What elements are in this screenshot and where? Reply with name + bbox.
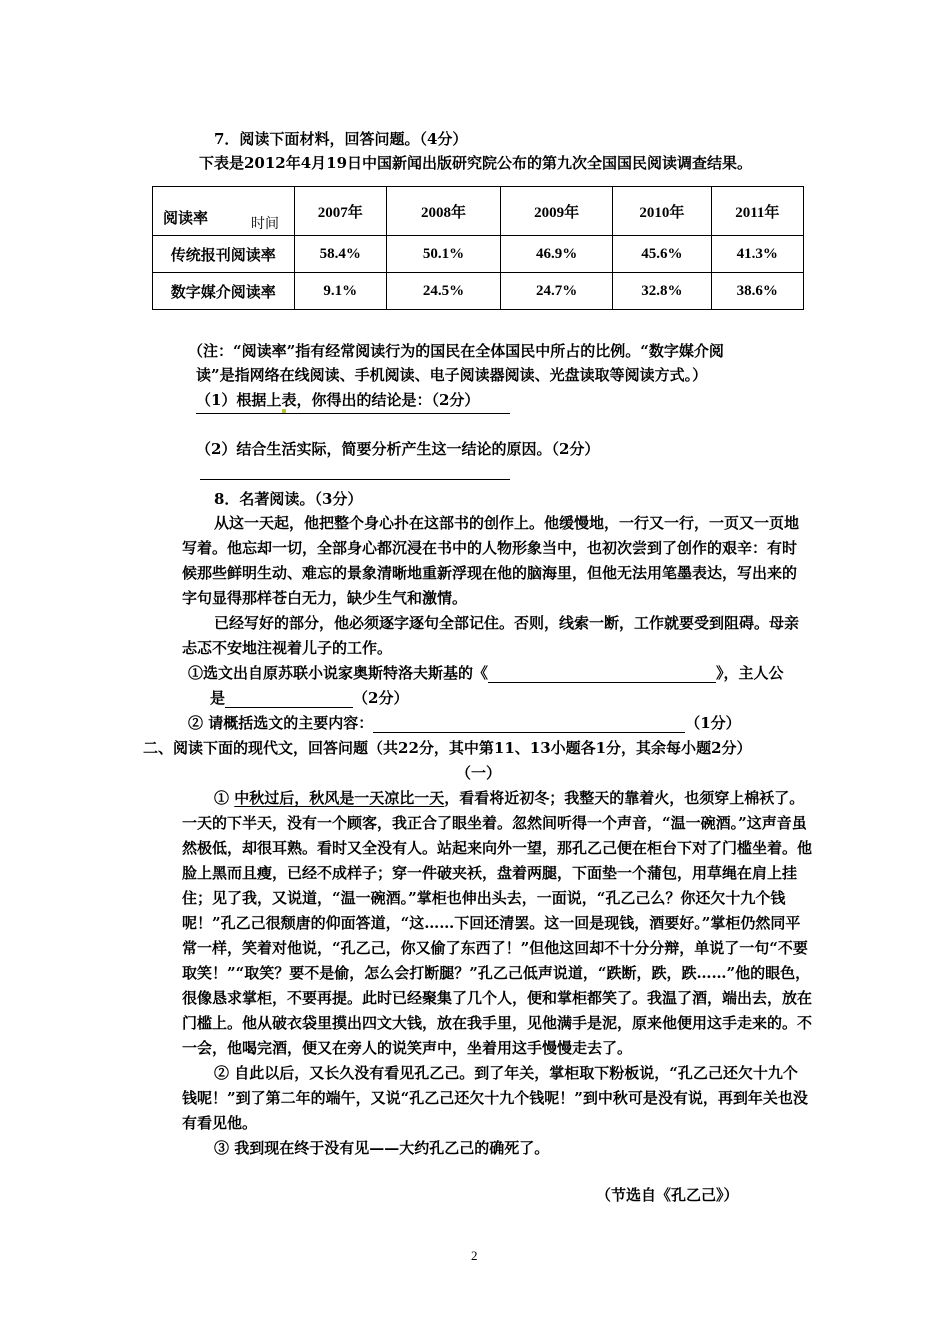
table-note-line2: 读”是指网络在线阅读、手机阅读、电子阅读器阅读、光盘读取等阅读方式。） — [196, 366, 708, 384]
protagonist-blank[interactable] — [225, 689, 353, 708]
book-title-blank[interactable] — [488, 664, 716, 683]
answer-line[interactable] — [200, 479, 510, 480]
q8-sub1-points: （2分） — [353, 689, 409, 707]
q8-sub2-points: （1分） — [685, 714, 741, 732]
table-cell: 50.1% — [386, 236, 500, 273]
q8-sub2-prefix: ② 请概括选文的主要内容： — [188, 714, 374, 732]
q7-sub1: （1）根据上表，你得出的结论是：（2分） — [196, 391, 480, 409]
passage-para1 — [182, 786, 812, 1061]
q8-sub1-suffix: 》，主人公 — [716, 664, 784, 682]
summary-blank[interactable] — [373, 714, 685, 733]
table-cell: 32.8% — [613, 273, 711, 310]
row-label: 传统报刊阅读率 — [153, 236, 295, 273]
table-cell: 45.6% — [613, 236, 711, 273]
table-cell: 46.9% — [501, 236, 613, 273]
year-header: 2011年 — [711, 187, 803, 236]
q8-sub1 — [188, 662, 784, 683]
row-label: 数字媒介阅读率 — [153, 273, 295, 310]
para1-underlined: 中秋过后，秋风是一天凉比一天 — [234, 789, 445, 807]
section2-title: 二、阅读下面的现代文，回答问题（共22分，其中第11、13小题各1分，其余每小题2分） — [143, 739, 752, 757]
table-header-row — [153, 187, 804, 236]
q8-title: 8．名著阅读。（3分） — [214, 490, 363, 508]
reading-survey-table — [152, 186, 804, 310]
table-cell: 9.1% — [294, 273, 386, 310]
q8-para2: 已经写好的部分，他必须逐字逐句全部记住。否则，线索一断，工作就要受到阻碍。母亲忐忑不安地注视着儿子的工作。 — [182, 614, 800, 657]
table-cell: 24.7% — [501, 273, 613, 310]
table-row — [153, 236, 804, 273]
para1-text: ，看看将近初冬；我整天的靠着火，也须穿上棉袄了。一天的下半天，没有一个顾客，我正合了眼坐着。忽然间听得一个声音，“温一碗酒。”这声音虽然极低，却很耳熟。看时又全没有人。站起来向外一望，那孔乙己便在柜台下对了门槛坐着。他脸上黑而且瘦，已经不成样子；穿一件破夹袄，盘着两腿，下面垫一个蒲包，用草绳在肩上挂住；见了我，又说道，“温一碗酒。”掌柜也伸出头去，一面说，“孔乙己么？你还欠十九个钱呢！”孔乙己很颓唐的仰面答道，“这……下回还清罢。这一回是现钱，酒要好。”掌柜仍然同平常一样，笑着对他说，“孔乙己，你又偷了东西了！”但他这回却不十分分辩，单说了一句“不要取笑！”“取笑？要不是偷，怎么会打断腿？”孔乙己低声说道，“跌断，跌，跌……”他的眼色，很像恳求掌柜，不要再提。此时已经聚集了几个人，便和掌柜都笑了。我温了酒，端出去，放在门槛上。他从破衣袋里摸出四文大钱，放在我手里，见他满手是泥，原来他便用这手走来的。不一会，他喝完酒，便又在旁人的说笑声中，坐着用这手慢慢走去了。 — [182, 789, 813, 1057]
corner-label-rate: 阅读率 — [163, 211, 209, 227]
table-corner-cell — [153, 187, 295, 236]
page-number: 2 — [471, 1248, 478, 1263]
para1-number: ① — [214, 789, 235, 807]
q8-sub1-line2 — [210, 687, 408, 708]
table-cell: 41.3% — [711, 236, 803, 273]
table-row — [153, 273, 804, 310]
q8-para1: 从这一天起，他把整个身心扑在这部书的创作上。他缓慢地，一行又一行，一页又一页地写着。他忘却一切，全部身心都沉浸在书中的人物形象当中，也初次尝到了创作的艰辛：有时候那些鲜明生动、难忘的景象清晰地重新浮现在他的脑海里，但他无法用笔墨表达，写出来的字句显得那样苍白无力，缺少生气和激情。 — [182, 514, 800, 607]
q8-excerpt — [182, 511, 810, 661]
passage-para2: ② 自此以后，又长久没有看见孔乙己。到了年关，掌柜取下粉板说，“孔乙己还欠十九个钱呢！”到了第二年的端午，又说“孔乙己还欠十九个钱呢！”到中秋可是没有说，再到年关也没有看见他。 — [182, 1064, 808, 1132]
answer-line[interactable] — [196, 413, 510, 414]
marker-dot — [282, 409, 286, 413]
table-cell: 24.5% — [386, 273, 500, 310]
q7-intro: 下表是2012年4月19日中国新闻出版研究院公布的第九次全国国民阅读调查结果。 — [199, 154, 753, 172]
q8-sub1-prefix: ①选文出自原苏联小说家奥斯特洛夫斯基的《 — [188, 664, 489, 682]
table-cell: 58.4% — [294, 236, 386, 273]
passage-source: （节选自《孔乙己》） — [596, 1186, 739, 1204]
section2-part: （一） — [456, 764, 502, 782]
passage-para3: ③ 我到现在终于没有见——大约孔乙己的确死了。 — [214, 1139, 550, 1157]
table-note-line1: （注：“阅读率”指有经常阅读行为的国民在全体国民中所占的比例。“数字媒介阅 — [188, 342, 724, 360]
q7-title: 7．阅读下面材料，回答问题。（4分） — [214, 130, 468, 148]
q8-sub2 — [188, 712, 741, 733]
year-header: 2008年 — [386, 187, 500, 236]
table-cell: 38.6% — [711, 273, 803, 310]
year-header: 2007年 — [294, 187, 386, 236]
passage-kong-yiji — [182, 786, 812, 1161]
corner-label-time: 时间 — [251, 217, 279, 232]
q7-sub2: （2）结合生活实际，简要分析产生这一结论的原因。（2分） — [196, 440, 600, 458]
year-header: 2010年 — [613, 187, 711, 236]
year-header: 2009年 — [501, 187, 613, 236]
q8-sub1-line2-prefix: 是 — [210, 689, 226, 707]
